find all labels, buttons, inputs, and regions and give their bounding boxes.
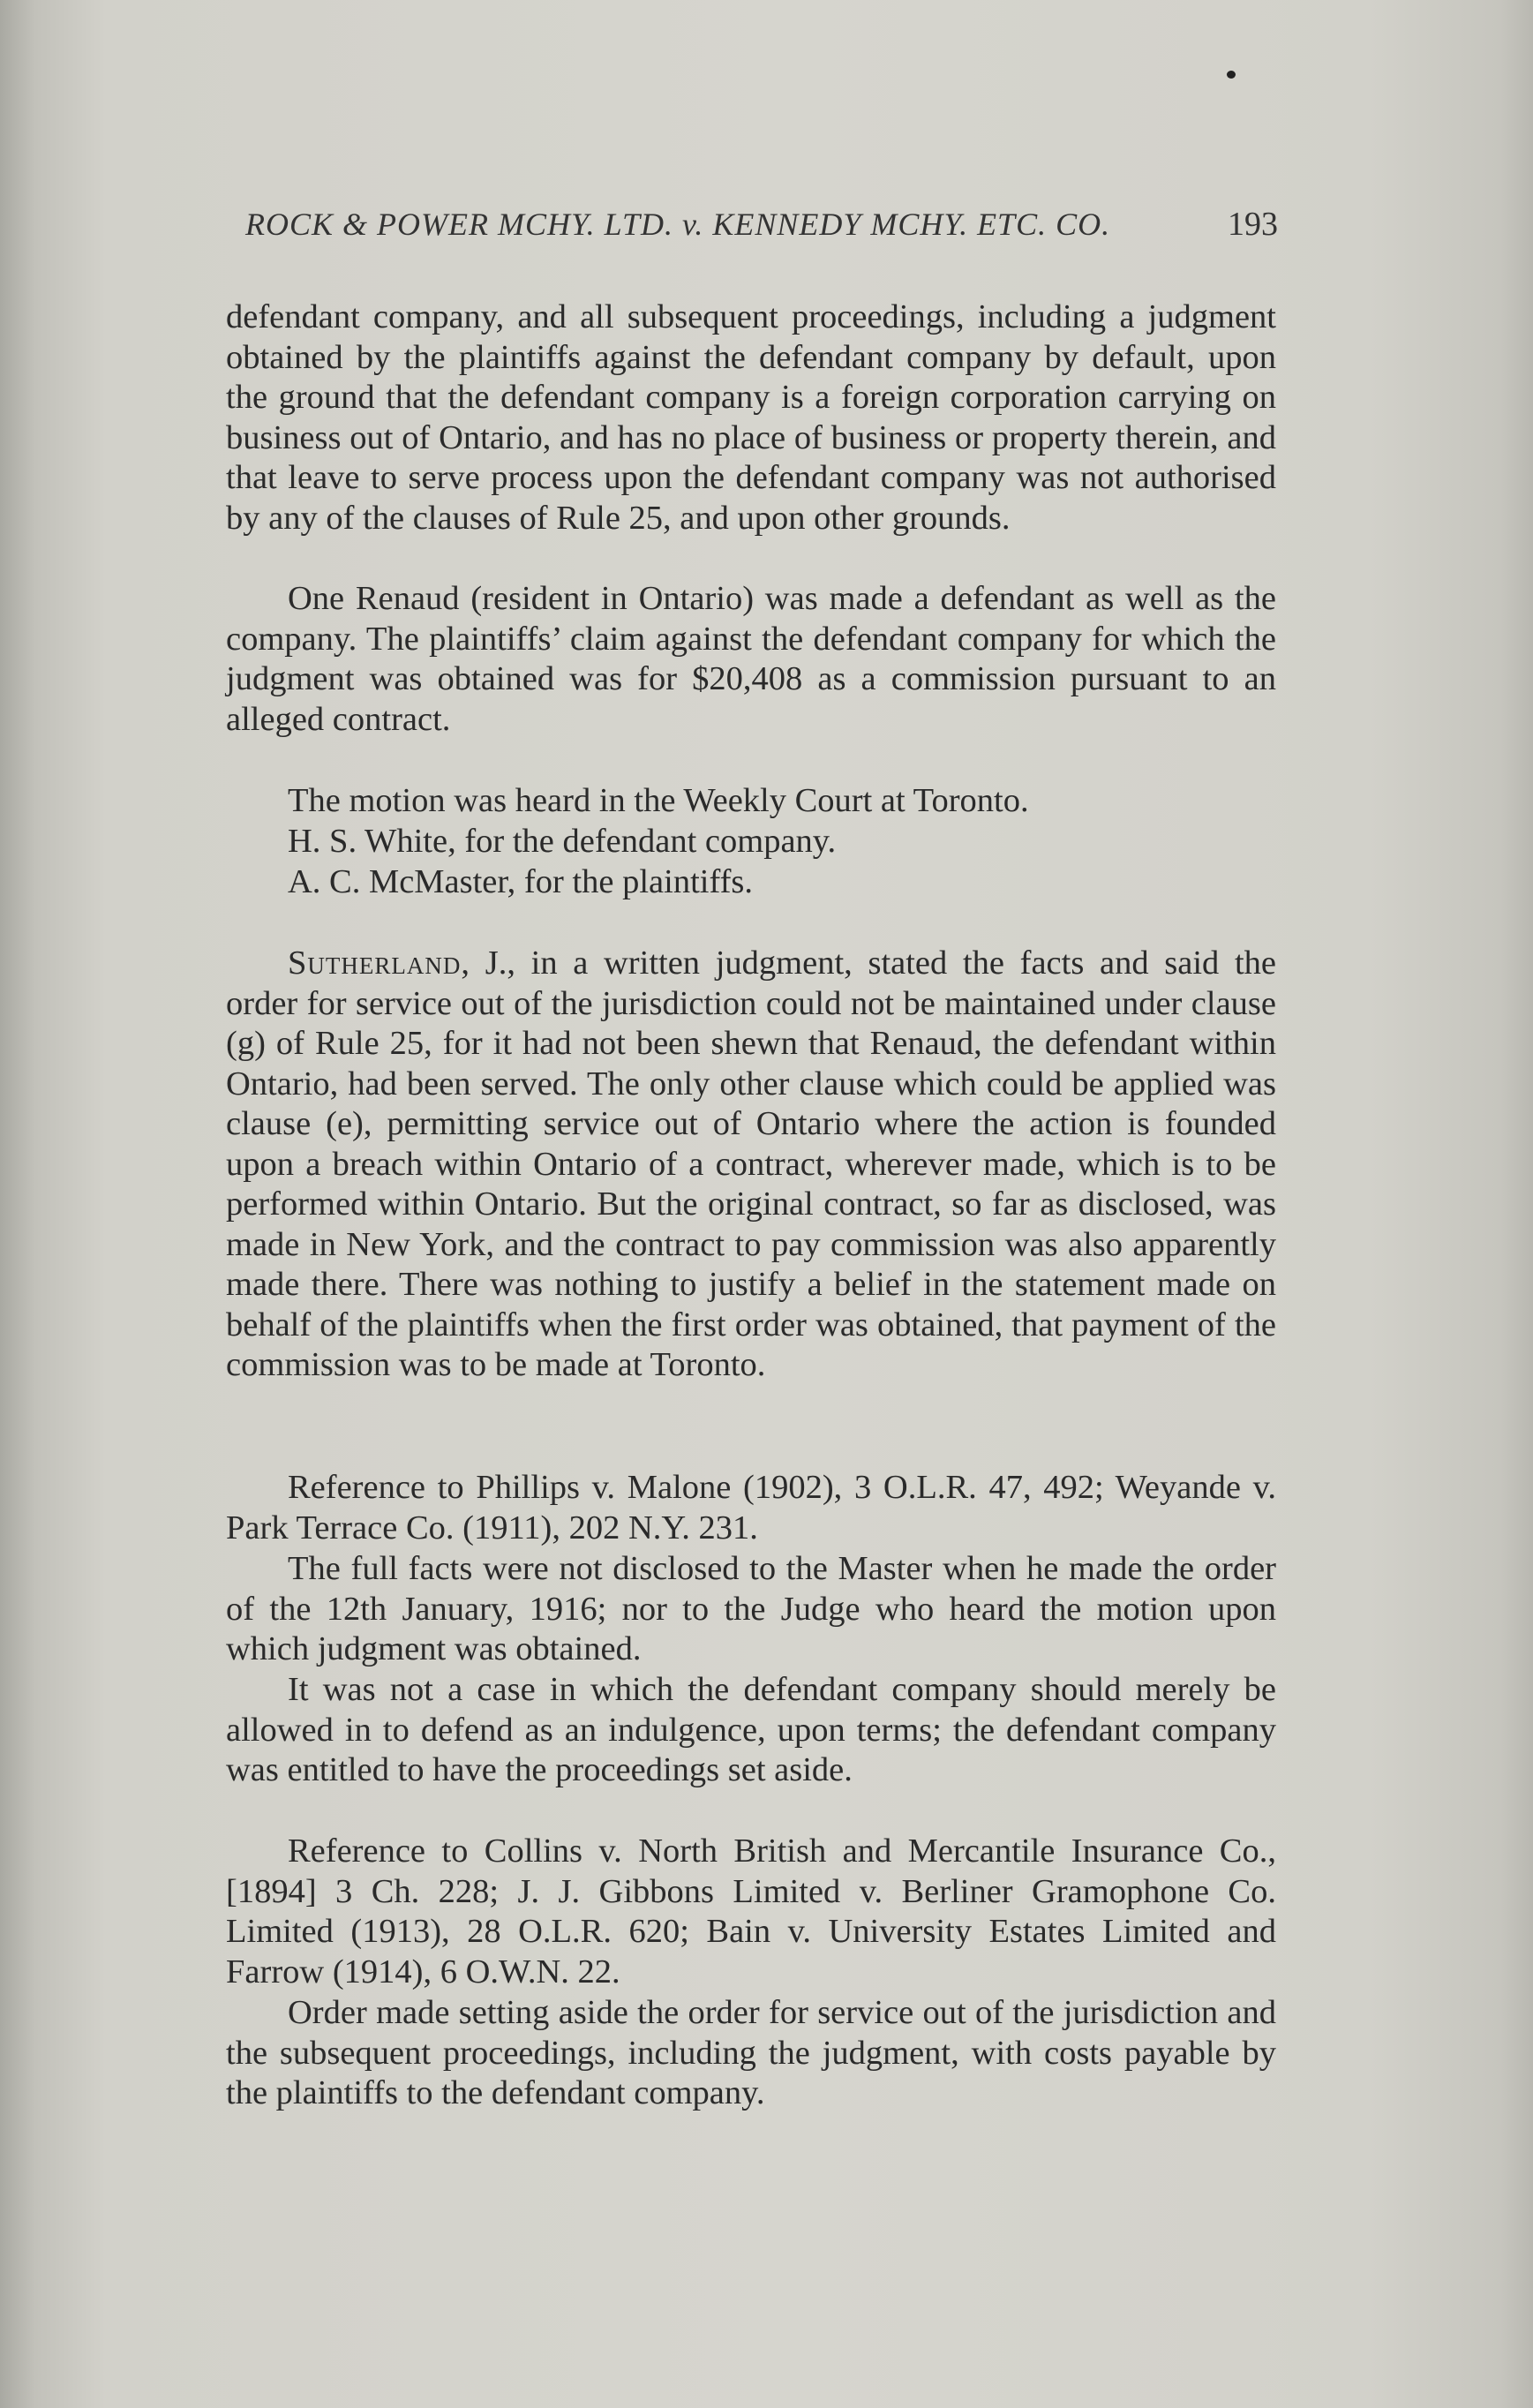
page-number: 193 xyxy=(1228,206,1278,243)
judge-name: Sutherland xyxy=(288,944,462,982)
paragraph-judgment: Sutherland, J., in a written judgment, stated the facts and said the order for service out of the jurisdiction could not be maintained under clause (g) of Rule 25, for it had not been shewn that Renaud, the defendant within Ontario, had been served. The only other clause which could be applied was clause (e), permitting service out of Ontario where the action is founded upon a breach within Ontario of a contract, wherever made, which is to be performed within Ontario. But the original contract, so far as disclosed, was made in New York, and the contract to pay commission was also apparently made there. There was nothing to justify a belief in the statement made on behalf of the plaintiffs when the first order was obtained, that payment of the commission was to be made at Toronto. xyxy=(226,944,1276,1383)
paragraph-reference-1: Reference to Phillips v. Malone (1902), 3 O.L.R. 47, 492; Weyande v. Park Terrace Co. (1911), 202 N.Y. 231. xyxy=(226,1469,1276,1546)
scan-speck xyxy=(1227,71,1236,79)
counsel-plaintiffs: A. C. McMaster, for the plaintiffs. xyxy=(288,863,754,900)
running-title: ROCK & POWER MCHY. LTD. v. KENNEDY MCHY. ETC. CO. xyxy=(245,207,1111,242)
paragraph-not-indulgence: It was not a case in which the defendant company should merely be allowed in to defend as an indulgence, upon terms; the defendant company was entitled to have the proceedings set aside. xyxy=(226,1671,1276,1788)
paragraph-1: defendant company, and all subsequent proceedings, including a judgment obtained by the plaintiffs against the defendant company by default, upon the ground that the defendant company is a foreign corporation carrying on business out of Ontario, and has no place of business or property therein, and that leave to serve process upon the defendant company was not authorised by any of the clauses of Rule 25, and upon other grounds. xyxy=(226,298,1276,537)
counsel-defendant: H. S. White, for the defendant company. xyxy=(288,823,837,860)
paragraph-order: Order made setting aside the order for service out of the jurisdiction and the subsequent proceedings, including the judgment, with costs payable by the plaintiffs to the defendant company. xyxy=(226,1994,1276,2111)
paragraph-2: One Renaud (resident in Ontario) was made a defendant as well as the company. The plaintiffs’ claim against the defendant company for which the judgment was obtained was for $20,408 as a commission pursuant to an alleged contract. xyxy=(226,580,1276,738)
paragraph-reference-2: Reference to Collins v. North British and Mercantile Insurance Co., [1894] 3 Ch. 228; J. J. Gibbons Limited v. Berliner Gramophone Co. Limited (1913), 28 O.L.R. 620; Bain v. University Estates Limited and Farrow (1914), 6 O.W.N. 22. xyxy=(226,1832,1276,1990)
paragraph-3: The motion was heard in the Weekly Court at Toronto. xyxy=(288,782,1029,819)
running-header xyxy=(245,205,1278,244)
paragraph-full-facts: The full facts were not disclosed to the Master when he made the order of the 12th January, 1916; nor to the Judge who heard the motion upon which judgment was obtained. xyxy=(226,1550,1276,1667)
